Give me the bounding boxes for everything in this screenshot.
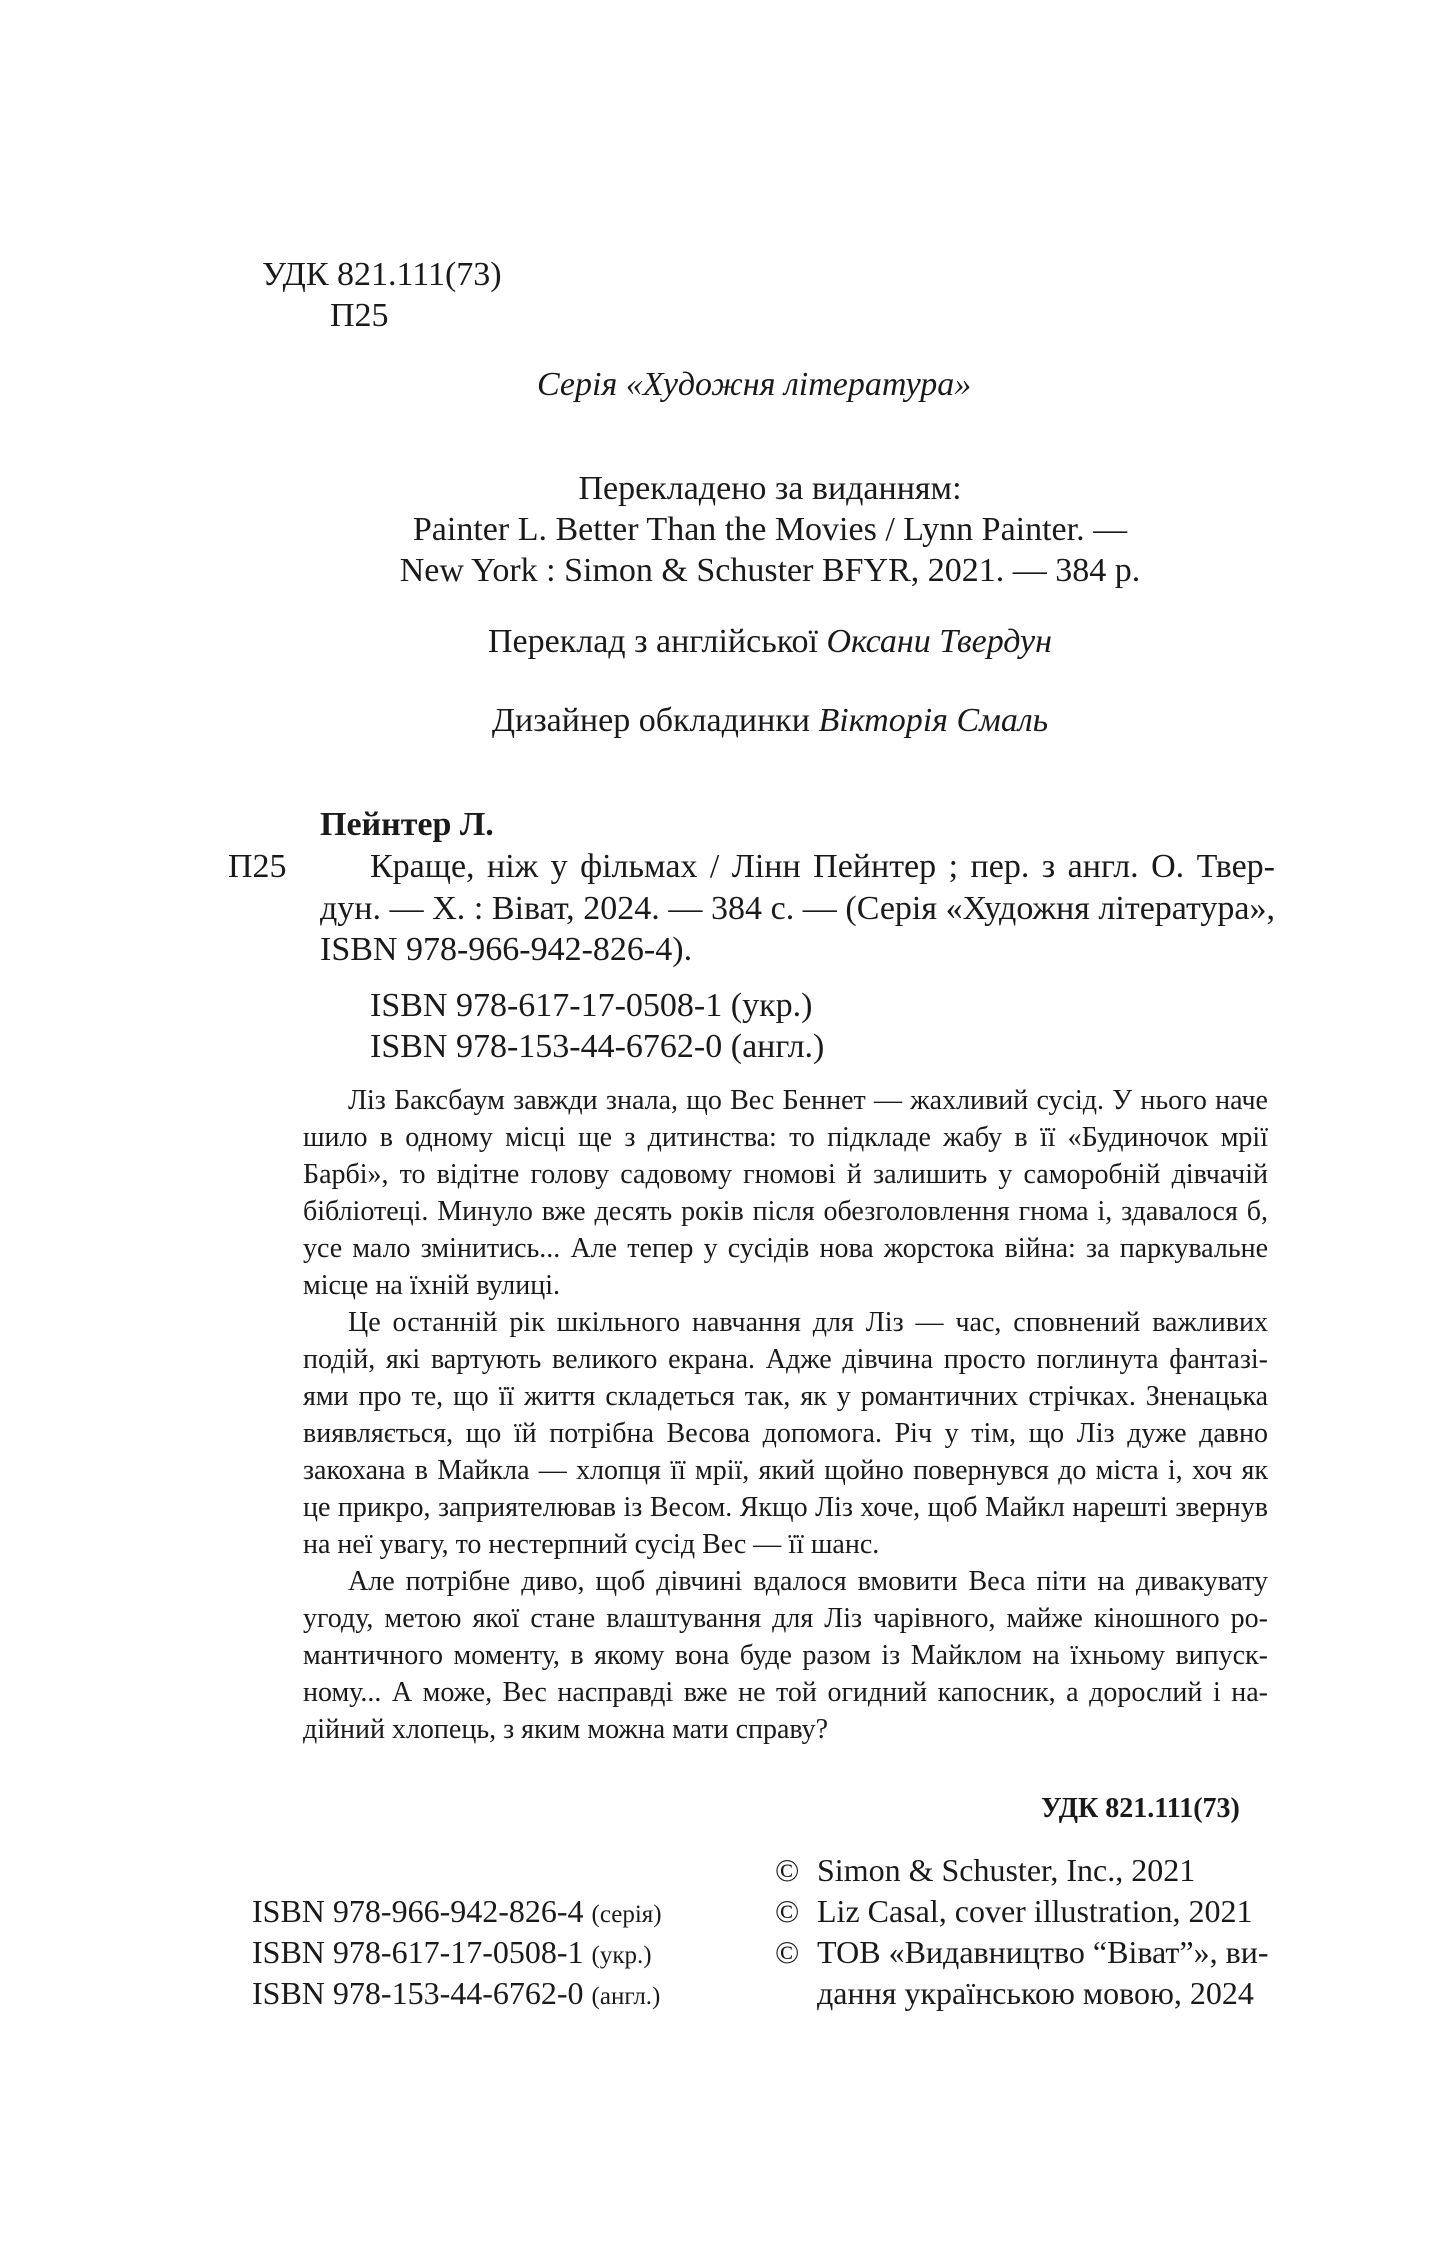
abstract-line: подій, які вартують великого екрана. Адже дівчина просто поглинута фантазі- <box>303 1344 1268 1375</box>
abstract-line: місце на їхній вулиці. <box>303 1270 561 1301</box>
copyright-text: Liz Casal, cover illustration, 2021 <box>817 1893 1253 1929</box>
original-edition-line-3: New York : Simon & Schuster BFYR, 2021. — 384 p. <box>399 552 1141 589</box>
udk-header: УДК 821.111(73) <box>262 256 502 293</box>
translator-name: Оксани Твердун <box>826 623 1053 660</box>
catalog-line-2: дун. — Х. : Віват, 2024. — 384 с. — (Серія «Художня література», <box>320 890 1275 927</box>
abstract-line: ями про те, що її життя складеться так, як у романтичних стрічках. Зненацька <box>303 1381 1268 1412</box>
copyright-text: дання українською мовою, 2024 <box>817 1975 1254 2011</box>
isbn-number: ISBN 978-617-17-0508-1 <box>252 1934 584 1970</box>
isbn-ukr <box>252 1932 652 1976</box>
isbn-number: ISBN 978-153-44-6762-0 <box>252 1975 584 2011</box>
catalog-author: Пейнтер Л. <box>320 806 494 843</box>
abstract-line: Це останній рік шкільного навчання для Ліз — час, сповнений важливих <box>348 1307 1268 1338</box>
copyright-text: Simon & Schuster, Inc., 2021 <box>817 1852 1196 1888</box>
abstract-line: закохана в Майкла — хлопця її мрії, який щойно повернувся до міста і, хоч як <box>303 1455 1268 1486</box>
copyright-line <box>775 1973 1254 2013</box>
catalog-line-3: ISBN 978-966-942-826-4). <box>320 931 693 968</box>
abstract-line: Але потрібне диво, щоб дівчині вдалося вмовити Веса піти на дивакувату <box>348 1566 1268 1597</box>
abstract-line: шило в одному місці ще з дитинства: то підкладе жабу в її «Будиночок мрії <box>303 1122 1268 1153</box>
abstract-line: бібліотеці. Минуло вже десять років після обезголовлення гнома і, здавалося б, <box>303 1196 1268 1227</box>
original-edition-line-2: Painter L. Better Than the Movies / Lynn Painter. — <box>412 511 1128 548</box>
isbn-eng <box>252 1973 660 2017</box>
translator-label: Переклад з англійської <box>487 623 827 660</box>
copyright-line <box>775 1850 1195 1890</box>
abstract-line: дійний хлопець, з яким можна мати справу? <box>303 1714 829 1745</box>
translator-credit <box>240 621 1300 663</box>
designer-name: Вікторія Смаль <box>818 702 1049 739</box>
isbn-note: (серія) <box>591 1901 662 1928</box>
designer-label: Дизайнер обкладинки <box>491 702 819 739</box>
udk-footer: УДК 821.111(73) <box>1041 1793 1240 1824</box>
abstract-line: Барбі», то відітне голову садовому гномові й залишить у саморобній дівчачій <box>303 1159 1268 1190</box>
copyright-line <box>775 1891 1252 1931</box>
copyright-text: ТОВ «Видавництво “Віват”», ви- <box>817 1934 1269 1970</box>
series-title: Серія «Художня література» <box>537 366 972 403</box>
abstract-line: ному... А може, Вес насправді вже не той огидний капосник, а дорослий і на- <box>303 1677 1268 1708</box>
catalog-isbn-eng: ISBN 978-153-44-6762-0 (англ.) <box>370 1028 825 1065</box>
catalog-isbn-ukr: ISBN 978-617-17-0508-1 (укр.) <box>370 987 813 1024</box>
abstract-line: виявляється, що їй потрібна Весова допомога. Річ у тім, що Ліз дуже давно <box>303 1418 1268 1449</box>
catalog-line-1: Краще, ніж у фільмах / Лінн Пейнтер ; пер. з англ. О. Твер- <box>370 848 1275 885</box>
copyright-line <box>775 1932 1268 1972</box>
isbn-series <box>252 1891 662 1935</box>
udk-header-code: П25 <box>330 297 389 334</box>
copyright-symbol: © <box>775 1893 800 1929</box>
isbn-note: (англ.) <box>591 1983 661 2010</box>
abstract-line: мантичного моменту, в якому вона буде разом із Майклом на їхньому випуск- <box>303 1640 1268 1671</box>
abstract-line: це прикро, заприятелював із Весом. Якщо Ліз хоче, щоб Майкл нарешті звернув <box>303 1492 1268 1523</box>
isbn-number: ISBN 978-966-942-826-4 <box>252 1893 584 1929</box>
copyright-symbol: © <box>775 1852 800 1888</box>
abstract-line: на неї увагу, то нестерпний сусід Вес — її шанс. <box>303 1529 880 1560</box>
abstract-line: угоду, метою якої стане влаштування для Ліз чарівного, майже кіношного ро- <box>303 1603 1268 1634</box>
original-edition-line-1: Перекладено за виданням: <box>578 470 962 507</box>
isbn-note: (укр.) <box>591 1942 652 1969</box>
catalog-code: П25 <box>228 848 287 885</box>
abstract-line: усе мало змінитись... Але тепер у сусідів нова жорстока війна: за паркувальне <box>303 1233 1268 1264</box>
copyright-symbol: © <box>775 1934 800 1970</box>
designer-credit <box>240 700 1300 742</box>
abstract-line: Ліз Баксбаум завжди знала, що Вес Беннет — жахливий сусід. У нього наче <box>348 1085 1268 1116</box>
